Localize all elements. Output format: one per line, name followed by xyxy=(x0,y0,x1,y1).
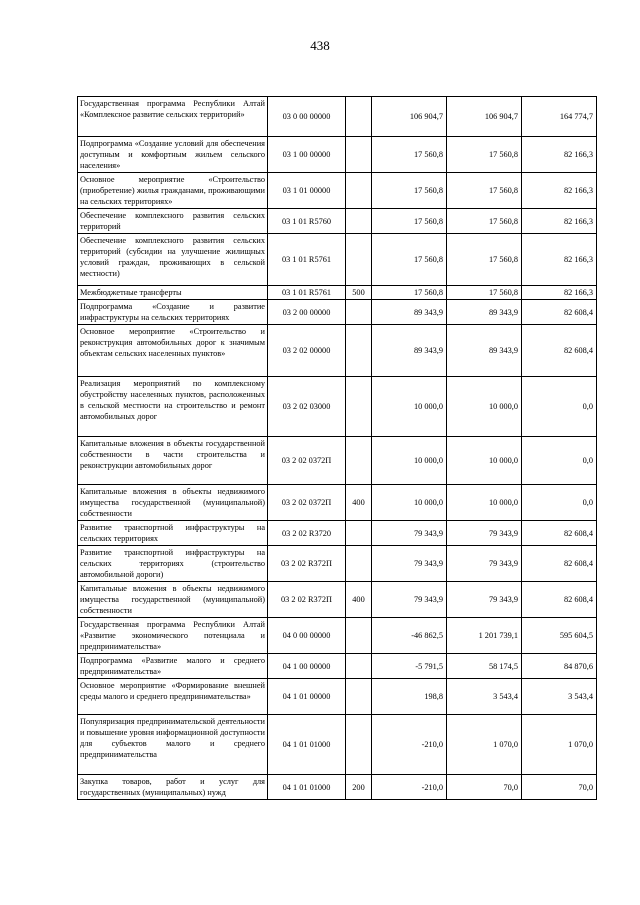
row-value-2: 1 201 739,1 xyxy=(447,618,522,654)
row-value-2: 89 343,9 xyxy=(447,300,522,325)
row-name: Основное мероприятие «Строительство (приобретение) жилья гражданами, проживающими на сельских территориях» xyxy=(78,173,268,209)
row-value-3: 82 166,3 xyxy=(522,173,597,209)
row-value-1: -210,0 xyxy=(372,775,447,800)
row-value-2: 89 343,9 xyxy=(447,325,522,377)
table-row xyxy=(78,775,597,800)
row-value-2: 10 000,0 xyxy=(447,377,522,437)
table-row xyxy=(78,521,597,546)
row-name: Государственная программа Республики Алтай «Комплексное развитие сельских территорий» xyxy=(78,97,268,137)
row-value-2: 10 000,0 xyxy=(447,437,522,485)
row-expense-type xyxy=(346,377,372,437)
row-name: Развитие транспортной инфраструктуры на сельских территориях xyxy=(78,521,268,546)
row-value-1: -5 791,5 xyxy=(372,654,447,679)
row-value-3: 70,0 xyxy=(522,775,597,800)
row-value-2: 10 000,0 xyxy=(447,485,522,521)
row-name: Популяризация предпринимательской деятельности и повышение уровня информационной доступности для субъектов малого и среднего предпринимательства xyxy=(78,715,268,775)
row-name: Подпрограмма «Создание и развитие инфраструктуры на сельских территориях xyxy=(78,300,268,325)
row-value-3: 82 608,4 xyxy=(522,582,597,618)
row-name: Подпрограмма «Создание условий для обеспечения доступным и комфортным жильем сельского населения» xyxy=(78,137,268,173)
row-code: 03 2 02 0372П xyxy=(268,485,346,521)
row-value-3: 164 774,7 xyxy=(522,97,597,137)
table-row xyxy=(78,715,597,775)
row-value-2: 17 560,8 xyxy=(447,209,522,234)
table-row xyxy=(78,377,597,437)
row-name: Основное мероприятие «Формирование внешней среды малого и среднего предпринимательства» xyxy=(78,679,268,715)
row-value-1: 17 560,8 xyxy=(372,234,447,286)
row-code: 03 1 01 R5761 xyxy=(268,234,346,286)
row-expense-type xyxy=(346,715,372,775)
row-value-3: 82 608,4 xyxy=(522,546,597,582)
row-expense-type xyxy=(346,521,372,546)
row-value-1: 10 000,0 xyxy=(372,437,447,485)
row-value-3: 82 166,3 xyxy=(522,137,597,173)
row-value-3: 1 070,0 xyxy=(522,715,597,775)
row-value-1: 17 560,8 xyxy=(372,209,447,234)
row-name: Подпрограмма «Развитие малого и среднего предпринимательства» xyxy=(78,654,268,679)
row-code: 04 1 01 01000 xyxy=(268,775,346,800)
row-value-2: 17 560,8 xyxy=(447,173,522,209)
row-value-2: 79 343,9 xyxy=(447,582,522,618)
row-value-1: 89 343,9 xyxy=(372,300,447,325)
row-name: Основное мероприятие «Строительство и реконструкция автомобильных дорог к значимым объектам сельских населенных пунктов» xyxy=(78,325,268,377)
row-value-1: -46 862,5 xyxy=(372,618,447,654)
row-value-1: 79 343,9 xyxy=(372,521,447,546)
row-expense-type xyxy=(346,437,372,485)
table-row xyxy=(78,300,597,325)
row-value-2: 70,0 xyxy=(447,775,522,800)
row-code: 04 1 01 00000 xyxy=(268,679,346,715)
row-value-3: 82 608,4 xyxy=(522,521,597,546)
table-row xyxy=(78,234,597,286)
row-name: Государственная программа Республики Алтай «Развитие экономического потенциала и предпринимательства» xyxy=(78,618,268,654)
row-value-2: 106 904,7 xyxy=(447,97,522,137)
row-expense-type xyxy=(346,679,372,715)
table-row xyxy=(78,654,597,679)
row-code: 03 2 02 R3720 xyxy=(268,521,346,546)
row-value-3: 3 543,4 xyxy=(522,679,597,715)
budget-table xyxy=(77,96,597,800)
row-expense-type: 200 xyxy=(346,775,372,800)
table-row xyxy=(78,97,597,137)
row-value-3: 0,0 xyxy=(522,377,597,437)
row-value-2: 79 343,9 xyxy=(447,521,522,546)
row-expense-type xyxy=(346,97,372,137)
row-value-2: 17 560,8 xyxy=(447,286,522,300)
row-value-2: 17 560,8 xyxy=(447,234,522,286)
row-value-3: 84 870,6 xyxy=(522,654,597,679)
row-expense-type: 400 xyxy=(346,582,372,618)
row-code: 03 2 02 03000 xyxy=(268,377,346,437)
table-row xyxy=(78,209,597,234)
table-row xyxy=(78,137,597,173)
row-code: 03 2 02 R372П xyxy=(268,546,346,582)
row-value-3: 82 608,4 xyxy=(522,325,597,377)
table-row xyxy=(78,485,597,521)
row-value-1: 89 343,9 xyxy=(372,325,447,377)
row-value-1: 17 560,8 xyxy=(372,173,447,209)
row-value-1: 17 560,8 xyxy=(372,137,447,173)
row-value-1: 198,8 xyxy=(372,679,447,715)
table-row xyxy=(78,286,597,300)
row-name: Межбюджетные трансферты xyxy=(78,286,268,300)
row-value-2: 58 174,5 xyxy=(447,654,522,679)
row-expense-type xyxy=(346,300,372,325)
row-code: 03 1 01 00000 xyxy=(268,173,346,209)
row-expense-type xyxy=(346,325,372,377)
table-row xyxy=(78,582,597,618)
row-code: 03 0 00 00000 xyxy=(268,97,346,137)
row-value-2: 79 343,9 xyxy=(447,546,522,582)
row-name: Развитие транспортной инфраструктуры на сельских территориях (строительство автомобильной дороги) xyxy=(78,546,268,582)
row-expense-type xyxy=(346,546,372,582)
row-value-2: 1 070,0 xyxy=(447,715,522,775)
row-name: Капитальные вложения в объекты недвижимого имущества государственной (муниципальной) собственности xyxy=(78,582,268,618)
row-value-3: 0,0 xyxy=(522,437,597,485)
row-name: Капитальные вложения в объекты недвижимого имущества государственной (муниципальной) собственности xyxy=(78,485,268,521)
row-code: 03 1 01 R5761 xyxy=(268,286,346,300)
row-expense-type: 500 xyxy=(346,286,372,300)
row-value-3: 82 166,3 xyxy=(522,209,597,234)
row-value-1: 10 000,0 xyxy=(372,485,447,521)
table-row xyxy=(78,546,597,582)
row-value-1: 79 343,9 xyxy=(372,546,447,582)
row-code: 04 0 00 00000 xyxy=(268,618,346,654)
row-expense-type xyxy=(346,209,372,234)
row-value-3: 82 166,3 xyxy=(522,234,597,286)
row-name: Реализация мероприятий по комплексному обустройству населенных пунктов, расположенных в сельской местности на строительство и ремонт автомобильных дорог xyxy=(78,377,268,437)
table-row xyxy=(78,437,597,485)
row-value-3: 0,0 xyxy=(522,485,597,521)
row-value-1: -210,0 xyxy=(372,715,447,775)
table-row xyxy=(78,325,597,377)
row-expense-type xyxy=(346,654,372,679)
row-value-1: 79 343,9 xyxy=(372,582,447,618)
row-value-1: 106 904,7 xyxy=(372,97,447,137)
row-value-2: 17 560,8 xyxy=(447,137,522,173)
table-row xyxy=(78,173,597,209)
table-row xyxy=(78,618,597,654)
row-value-2: 3 543,4 xyxy=(447,679,522,715)
row-value-1: 17 560,8 xyxy=(372,286,447,300)
row-code: 03 2 02 R372П xyxy=(268,582,346,618)
row-code: 03 2 02 00000 xyxy=(268,325,346,377)
row-name: Закупка товаров, работ и услуг для государственных (муниципальных) нужд xyxy=(78,775,268,800)
page-number: 438 xyxy=(310,38,330,53)
row-expense-type xyxy=(346,618,372,654)
row-code: 03 1 00 00000 xyxy=(268,137,346,173)
row-code: 03 2 00 00000 xyxy=(268,300,346,325)
row-expense-type: 400 xyxy=(346,485,372,521)
row-value-3: 595 604,5 xyxy=(522,618,597,654)
row-code: 03 1 01 R5760 xyxy=(268,209,346,234)
row-name: Обеспечение комплексного развития сельских территорий (субсидии на улучшение жилищных условий граждан, проживающих в сельской местности) xyxy=(78,234,268,286)
table-row xyxy=(78,679,597,715)
row-code: 03 2 02 0372П xyxy=(268,437,346,485)
row-name: Капитальные вложения в объекты государственной собственности в части строительства и реконструкции автомобильных дорог xyxy=(78,437,268,485)
row-code: 04 1 01 01000 xyxy=(268,715,346,775)
row-code: 04 1 00 00000 xyxy=(268,654,346,679)
row-expense-type xyxy=(346,137,372,173)
row-value-3: 82 166,3 xyxy=(522,286,597,300)
row-value-1: 10 000,0 xyxy=(372,377,447,437)
row-name: Обеспечение комплексного развития сельских территорий xyxy=(78,209,268,234)
row-expense-type xyxy=(346,234,372,286)
row-value-3: 82 608,4 xyxy=(522,300,597,325)
row-expense-type xyxy=(346,173,372,209)
